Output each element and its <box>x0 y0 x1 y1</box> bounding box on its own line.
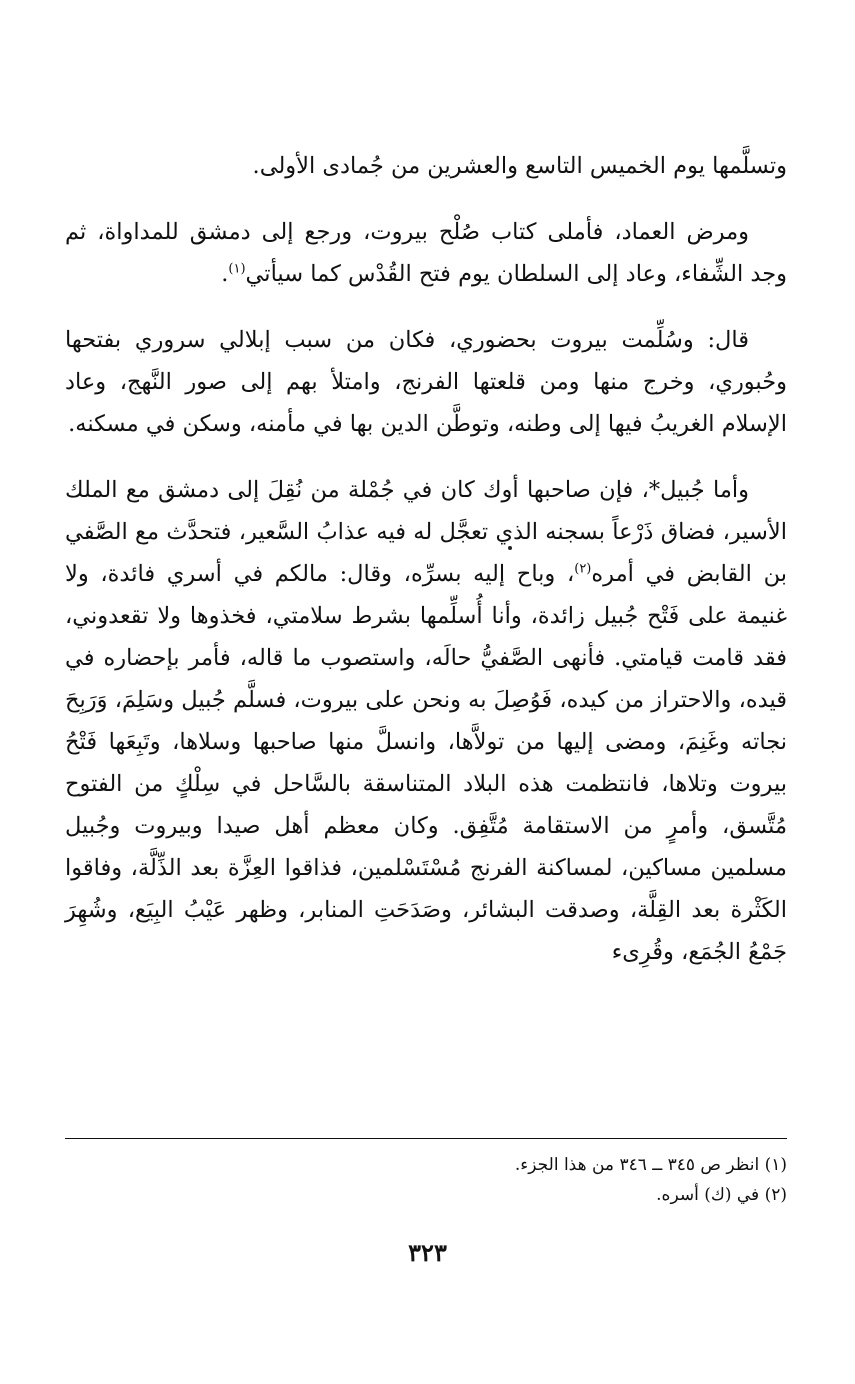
paragraph-1-text: وتسلَّمها يوم الخميس التاسع والعشرين من جُمادى الأولى. <box>252 153 787 179</box>
paragraph-1 <box>65 145 787 187</box>
main-text <box>65 145 787 997</box>
paragraph-4-text-b: ، وباح إليه بسرِّه، وقال: مالكم في أسري فائدة، ولا غنيمة على فَتْح جُبيل زائدة، وأنا أُسلِّمها بشرط سلامتي، فخذوها ولا تقعدوني، فقد قامت قيامتي. فأنهى الصَّفيُّ حالَه، واستصوب ما قاله، فأمر بإحضاره في قيده، والاحتراز من كيده، فَوُصِلَ به ونحن على بيروت، فسلَّم جُبيل وسَلِمَ، وَرَبِحَ نجاته وغَنِمَ، ومضى إليها من تولاَّها، وانسلَّ منها صاحبها وسلاها، وتَبِعَها فَتْحُ بيروت وتلاها، فانتظمت هذه البلاد المتناسقة بالسَّاحل في سِلْكٍ من الفتوح مُتَّسق، وأمرٍ من الاستقامة مُتَّفِق. وكان معظم أهل صيدا وبيروت وجُبيل مسلمين مساكين، لمساكنة الفرنج مُسْتَسْلمين، فذاقوا العِزَّة بعد الذِّلَّة، وفاقوا الكَثْرة بعد القِلَّة، وصدقت البشائر، وصَدَحَتِ المنابر، وظهر عَيْبُ البِيَع، وشُهِرَ جَمْعُ الجُمَع، وقُرِىء <box>65 561 787 965</box>
footnotes <box>65 1150 787 1210</box>
footnote-divider <box>65 1138 787 1139</box>
paragraph-3 <box>65 319 787 445</box>
paragraph-4-text-a: وأما جُبيل*، فإن صاحبها أوك كان في جُمْلة من نُقِلَ إلى دمشق مع الملك الأسير، فضاق ذَرْعاً بسجنه الذي تعجَّل له فيه عذابُ السَّعير، فتحدَّث مع الصَّفي بن القابض في أمره <box>65 477 787 587</box>
paragraph-2-end: . <box>221 261 229 287</box>
paragraph-4 <box>65 469 787 973</box>
paragraph-2-text: ومرض العماد، فأملى كتاب صُلْح بيروت، ورجع إلى دمشق للمداواة، ثم وجد الشِّفاء، وعاد إلى السلطان يوم فتح القُدْس كما سيأتي <box>65 219 787 287</box>
stray-dot-mark <box>508 546 512 550</box>
footnote-1: (١) انظر ص ٣٤٥ ــ ٣٤٦ من هذا الجزء. <box>514 1155 787 1175</box>
page-number: ٣٢٣ <box>408 1238 447 1267</box>
paragraph-2 <box>65 211 787 295</box>
footnote-ref-2: (٢) <box>574 561 592 577</box>
paragraph-3-text: قال: وسُلِّمت بيروت بحضوري، فكان من سبب إبلالي سروري بفتحها وحُبوري، وخرج منها ومن قلعتها الفرنج، وامتلأ بهم إلى صور النَّهج، وعاد الإسلام الغريبُ فيها إلى وطنه، وتوطَّن الدين بها في مأمنه، وسكن في مسكنه. <box>65 327 787 437</box>
footnote-ref-1: (١) <box>228 261 246 277</box>
footnote-2: (٢) في (ك) أسره. <box>656 1185 787 1205</box>
